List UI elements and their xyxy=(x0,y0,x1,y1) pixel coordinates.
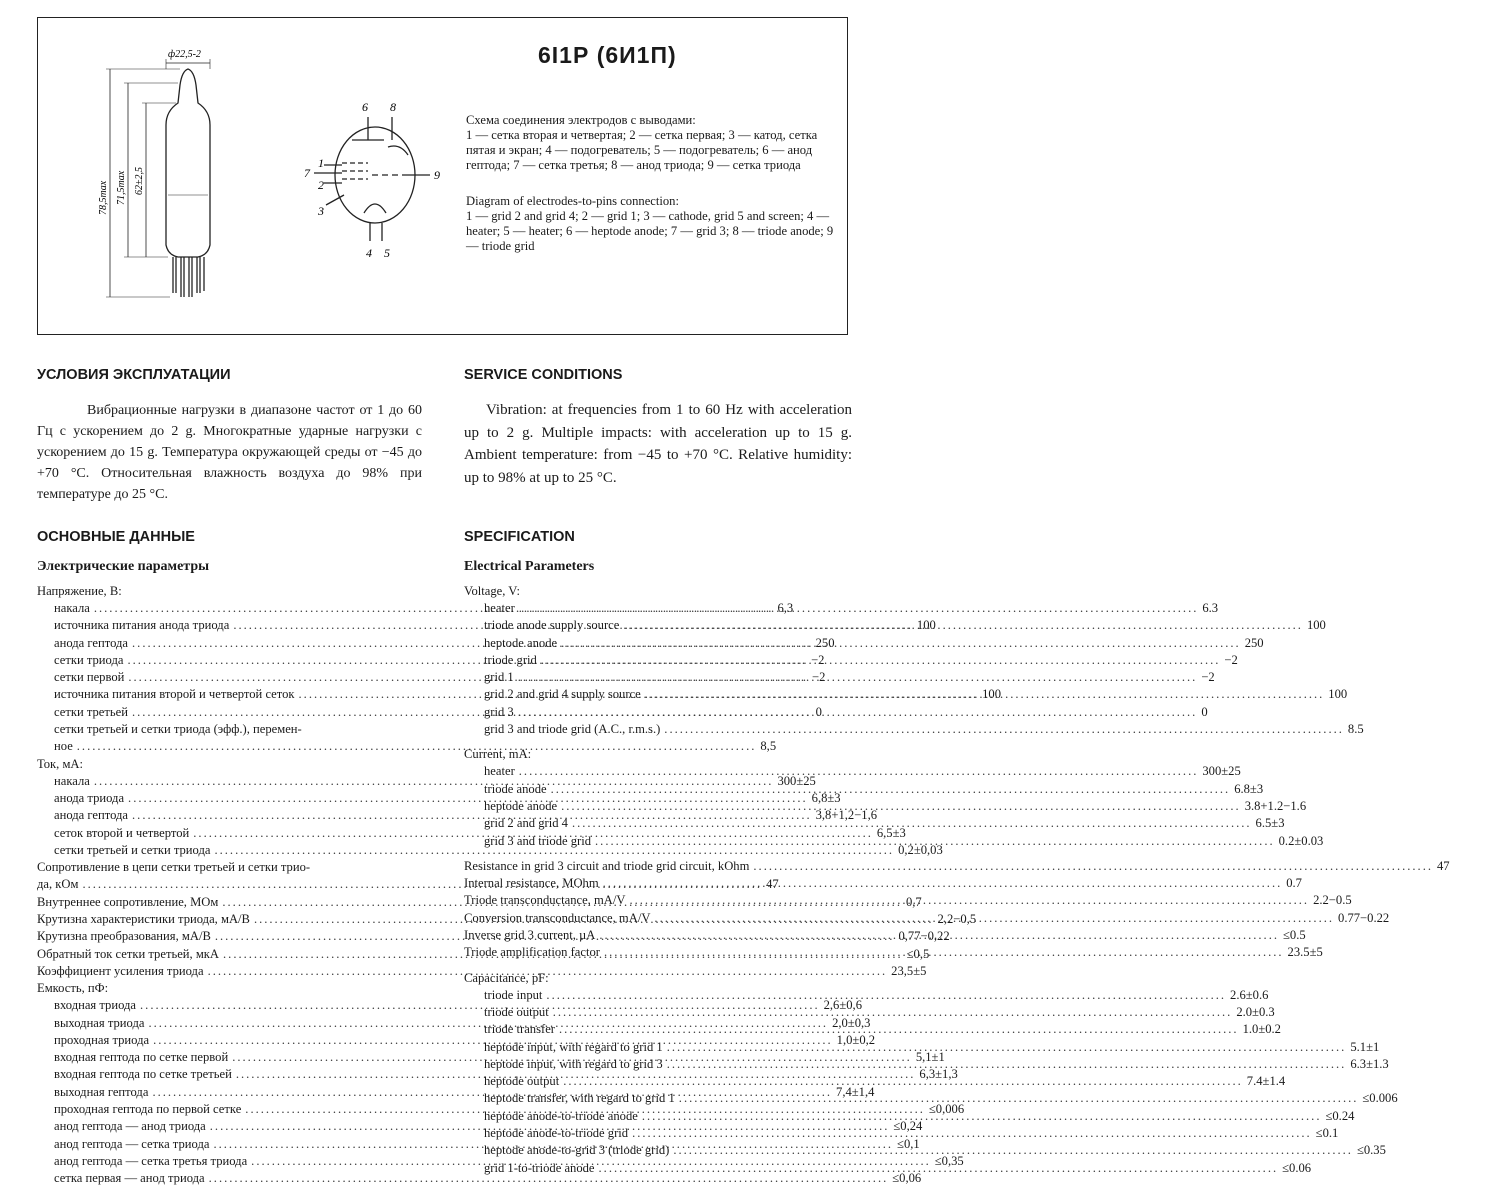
spec-heading-ru: ОСНОВНЫЕ ДАННЫЕ xyxy=(37,529,195,545)
cap-group-ru: Емкость, пФ: xyxy=(37,981,109,996)
diagram-heading-en: Diagram of electrodes-to-pins connection: xyxy=(466,194,679,208)
spec-value: 3.8+1.2−1.6 xyxy=(1244,798,1307,813)
pin-list-en: 1 — grid 2 and grid 4; 2 — grid 1; 3 — cathode, grid 5 and screen; 4 — heater; 5 — heater; 6 — heptode anode; 7 — grid 3; 8 — triode anode; 9 — triode grid xyxy=(466,209,834,253)
tube-outline-drawing xyxy=(80,45,230,310)
spec-label: выходная триода xyxy=(54,1015,145,1030)
dim-body: 71,5max xyxy=(116,170,127,205)
spec-row xyxy=(54,842,943,859)
spec-row xyxy=(484,833,1324,850)
service-text-ru: Вибрационные нагрузки в диапазоне частот от 1 до 60 Гц с ускорением до 2 g. Многократные ударные нагрузки с ускорением до 15 g. Температура окружающей среды от −45 до +70 °C. Относительная влажность воздуха до 98% при температуре до 25 °C. xyxy=(37,403,422,502)
spec-value: 0.2±0.03 xyxy=(1278,833,1324,848)
spec-value: 6,3±1,3 xyxy=(919,1067,958,1082)
spec-label: источника питания анода триода xyxy=(54,618,230,633)
cap-group-en: Capacitance, pF: xyxy=(464,970,549,985)
spec-row xyxy=(484,617,1326,634)
spec-label: Крутизна преобразования, мА/В xyxy=(37,929,211,944)
spec-label: grid 3 and triode grid (A.C., r.m.s.) xyxy=(484,722,661,737)
spec-value: −2 xyxy=(811,652,825,667)
pin-description-en xyxy=(466,194,841,254)
spec-value: 250 xyxy=(1244,635,1264,650)
spec-value: 47 xyxy=(766,877,779,892)
current-group-ru: Ток, мА: xyxy=(37,756,84,771)
spec-label: Крутизна характеристики триода, мА/В xyxy=(37,912,250,927)
spec-value: 6.8±3 xyxy=(1234,781,1264,796)
spec-value: ≤0,1 xyxy=(897,1136,920,1151)
spec-value: ≤0.1 xyxy=(1315,1126,1339,1141)
pin-6: 6 xyxy=(362,100,368,114)
spec-row xyxy=(484,652,1238,669)
spec-label: grid 2 and grid 4 xyxy=(484,816,568,831)
service-heading-ru: УСЛОВИЯ ЭКСПЛУАТАЦИИ xyxy=(37,367,231,383)
spec-row xyxy=(484,987,1269,1004)
spec-value: ≤0,35 xyxy=(934,1153,964,1168)
spec-value: 0,2±0,03 xyxy=(898,842,943,857)
cap-list-en xyxy=(464,987,1398,1177)
pin-8: 8 xyxy=(390,100,396,114)
spec-value: 47 xyxy=(1436,858,1450,873)
spec-value: 1.0±0.2 xyxy=(1242,1022,1281,1037)
service-heading-en: SERVICE CONDITIONS xyxy=(464,367,623,383)
voltage-group-en: Voltage, V: xyxy=(464,584,520,598)
spec-value: 2.2−0.5 xyxy=(1313,893,1352,908)
spec-row xyxy=(484,781,1264,798)
pin-3: 3 xyxy=(318,204,324,218)
spec-label: выходная гептода xyxy=(54,1084,149,1099)
spec-label: heptode transfer, with regard to grid 1 xyxy=(484,1091,675,1106)
spec-value: −2 xyxy=(1224,652,1238,667)
pin-4: 4 xyxy=(366,246,372,260)
current-list-en xyxy=(464,763,1324,849)
spec-label: heater xyxy=(484,764,515,779)
spec-label: анод гептода — анод триода xyxy=(54,1119,206,1134)
spec-value: 7,4±1,4 xyxy=(836,1084,875,1099)
spec-value: 2.6±0.6 xyxy=(1230,987,1269,1002)
spec-label: triode output xyxy=(484,1004,549,1019)
spec-label: Conversion transconductance, mA/V xyxy=(464,910,651,925)
spec-value: 2,0±0,3 xyxy=(832,1015,871,1030)
spec-label: анод гептода — сетка третья триода xyxy=(54,1153,248,1168)
spec-label: grid 3 xyxy=(484,704,514,719)
spec-value: 6.3±1.3 xyxy=(1350,1056,1389,1071)
spec-label: heptode anode-to-grid 3 (triode grid) xyxy=(484,1143,670,1158)
pin-list-ru: 1 — сетка вторая и четвертая; 2 — сетка первая; 3 — катод, сетка пятая и экран; 4 — подогреватель; 5 — подогреватель; 6 — анод гептода; 7 — сетка третья; 8 — анод триода; 9 — сетка триода xyxy=(466,128,818,172)
spec-value: 8.5 xyxy=(1347,722,1364,737)
spec-column-en xyxy=(464,583,1450,1177)
elec-heading-ru: Электрические параметры xyxy=(37,559,210,574)
spec-value: 2,2−0,5 xyxy=(937,912,977,927)
spec-label: анода триода xyxy=(54,790,125,805)
spec-label: heptode input, with regard to grid 3 xyxy=(484,1056,663,1071)
spec-label: grid 1-to-triode anode xyxy=(484,1160,595,1175)
elec-heading-en: Electrical Parameters xyxy=(464,559,595,574)
service-text-en: Vibration: at frequencies from 1 to 60 Hz with acceleration up to 2 g. Multiple impacts: with acceleration up to 15 g. Ambient temperature: from −45 to +70 °C. Relative humidity: up to 98% at up to 25 °C. xyxy=(464,402,852,486)
spec-value: 0.77−0.22 xyxy=(1338,910,1390,925)
spec-value: 100 xyxy=(1306,618,1326,633)
spec-value: ≤0.24 xyxy=(1325,1108,1355,1123)
spec-value: 23.5±5 xyxy=(1287,945,1323,960)
spec-value: ≤0,006 xyxy=(928,1102,965,1117)
pin-5: 5 xyxy=(384,246,390,260)
spec-value: 100 xyxy=(982,687,1002,702)
misc-list-en xyxy=(464,858,1450,962)
spec-value: ≤0,24 xyxy=(893,1119,923,1134)
spec-label: источника питания второй и четвертой сеток xyxy=(54,687,295,702)
spec-value: 6.3 xyxy=(1202,601,1219,615)
spec-value: 2,6±0,6 xyxy=(823,998,863,1013)
spec-row xyxy=(464,875,1302,892)
spec-row xyxy=(484,600,1219,617)
voltage-list-en xyxy=(464,600,1364,738)
spec-row xyxy=(464,858,1450,875)
spec-label: сетки первой xyxy=(54,670,125,685)
resist-line1-ru: Сопротивление в цепи сетки третьей и сетки трио- xyxy=(37,860,311,875)
spec-label: накала xyxy=(54,773,90,788)
spec-label: triode transfer xyxy=(484,1022,555,1037)
spec-label: анода гептода xyxy=(54,635,129,650)
spec-label: сетки третьей xyxy=(54,704,128,719)
spec-label: да, кОм xyxy=(37,877,79,892)
spec-value: 2.0±0.3 xyxy=(1236,1004,1275,1019)
spec-label: сетки третьей и сетки триода xyxy=(54,842,211,857)
pin-2: 2 xyxy=(318,178,324,192)
spec-label: Internal resistance, MOhm xyxy=(464,876,599,891)
electrode-schematic xyxy=(300,95,450,265)
spec-label: triode anode supply source xyxy=(484,618,620,633)
spec-row xyxy=(484,798,1307,815)
spec-value: 6.5±3 xyxy=(1255,816,1285,831)
spec-value: ≤0,06 xyxy=(892,1171,922,1186)
spec-label: сеток второй и четвертой xyxy=(54,825,190,840)
spec-value: 0.7 xyxy=(1286,876,1302,891)
spec-label: Внутреннее сопротивление, МОм xyxy=(37,894,219,909)
spec-label: Коэффициент усиления триода xyxy=(37,963,204,978)
spec-row xyxy=(484,635,1264,652)
spec-label: heptode anode xyxy=(484,635,558,650)
pin-description-ru xyxy=(466,113,841,173)
spec-value: ≤0.06 xyxy=(1282,1160,1312,1175)
spec-value: ≤0.35 xyxy=(1356,1143,1386,1158)
spec-row xyxy=(484,669,1215,686)
spec-label: сетка первая — анод триода xyxy=(54,1171,205,1186)
spec-value: 100 xyxy=(916,618,936,633)
dim-diameter: ф22,5-2 xyxy=(168,49,201,60)
spec-value: 23,5±5 xyxy=(891,963,927,978)
spec-label: Resistance in grid 3 circuit and triode grid circuit, kOhm xyxy=(464,858,750,873)
spec-value: ≤0.006 xyxy=(1362,1091,1398,1106)
spec-row xyxy=(484,704,1208,721)
spec-label: Inverse grid 3 current, µA xyxy=(464,928,596,943)
spec-label: проходная триода xyxy=(54,1032,150,1047)
spec-label: heptode anode-to-triode grid xyxy=(484,1126,629,1141)
spec-label: входная гептода по сетке третьей xyxy=(54,1067,232,1082)
spec-label: проходная гептода по первой сетке xyxy=(54,1102,242,1117)
spec-value: −2 xyxy=(811,670,826,685)
dim-seat: 62±2,5 xyxy=(134,167,145,195)
current-group-en: Current, mA: xyxy=(464,747,532,762)
spec-label: grid 2 and grid 4 supply source xyxy=(484,687,641,702)
spec-label: heptode output xyxy=(484,1074,560,1089)
spec-label: triode grid xyxy=(484,652,537,667)
spec-label: анода гептода xyxy=(54,808,129,823)
spec-label: heater xyxy=(484,601,515,615)
spec-row xyxy=(54,1170,922,1187)
spec-label: grid 3 and triode grid xyxy=(484,833,592,848)
diagram-heading-ru: Схема соединения электродов с выводами: xyxy=(466,113,696,127)
spec-label: Обратный ток сетки третьей, мкА xyxy=(37,946,220,961)
pin-9: 9 xyxy=(434,168,440,182)
spec-label: накала xyxy=(54,601,90,615)
spec-label: входная триода xyxy=(54,998,137,1013)
spec-label: Triode transconductance, mA/V xyxy=(464,893,626,908)
spec-value: 3,8+1,2−1,6 xyxy=(815,808,878,823)
spec-label: heptode input, with regard to grid 1 xyxy=(484,1039,663,1054)
spec-label: triode input xyxy=(484,987,543,1002)
spec-label: heptode anode xyxy=(484,798,558,813)
spec-row xyxy=(484,763,1241,780)
spec-value: 250 xyxy=(815,635,835,650)
spec-heading-en: SPECIFICATION xyxy=(464,529,575,545)
spec-value: 1,0±0,2 xyxy=(836,1032,876,1047)
spec-label: сетки триода xyxy=(54,652,124,667)
spec-value: 6,5±3 xyxy=(876,825,906,840)
voltage-group-ru: Напряжение, В: xyxy=(37,584,122,598)
spec-value: 5,1±1 xyxy=(915,1050,945,1065)
spec-value: 300±25 xyxy=(777,773,816,788)
spec-row xyxy=(484,686,1348,703)
spec-value: 0,77−0,22 xyxy=(898,929,950,944)
spec-row xyxy=(484,721,1364,738)
spec-label: анод гептода — сетка триода xyxy=(54,1136,210,1151)
voltage-last-line1-ru: сетки третьей и сетки триода (эфф.), перемен- xyxy=(54,722,302,737)
spec-value: 300±25 xyxy=(1202,764,1241,779)
spec-value: 5.1±1 xyxy=(1350,1039,1380,1054)
spec-label: grid 1 xyxy=(484,670,514,685)
spec-value: 0 xyxy=(815,704,822,719)
spec-value: ≤0.5 xyxy=(1283,928,1306,943)
spec-value: 7.4±1.4 xyxy=(1246,1074,1286,1089)
spec-value: 100 xyxy=(1328,687,1348,702)
spec-label: ное xyxy=(54,739,73,754)
spec-label: triode anode xyxy=(484,781,547,796)
pin-1: 1 xyxy=(318,156,324,170)
tube-title: 6І1Р (6И1П) xyxy=(538,42,677,68)
spec-value: 0 xyxy=(1201,704,1208,719)
spec-label: входная гептода по сетке первой xyxy=(54,1050,229,1065)
spec-value: ≤0,5 xyxy=(906,946,930,961)
spec-value: 6,8±3 xyxy=(811,790,841,805)
spec-value: 8,5 xyxy=(760,739,777,754)
spec-label: heptode anode-to-triode anode xyxy=(484,1108,638,1123)
spec-value: 0,7 xyxy=(905,894,922,909)
spec-value: −2 xyxy=(1201,670,1215,685)
spec-label: Triode amplification factor xyxy=(464,945,600,960)
dim-total: 78,5max xyxy=(98,180,109,215)
pin-7: 7 xyxy=(304,166,310,180)
spec-value: 6,3 xyxy=(777,601,794,615)
